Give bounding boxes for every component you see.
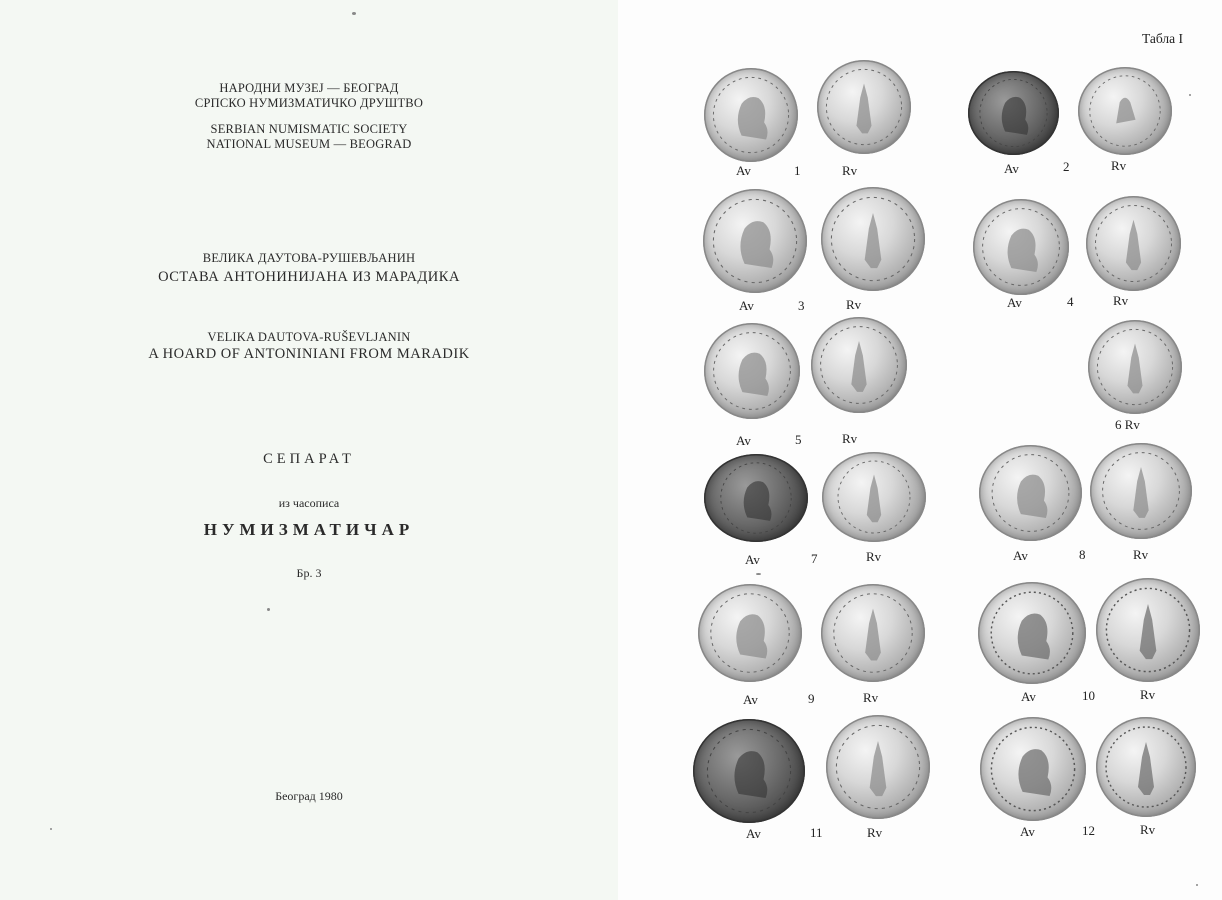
paper-speck (352, 12, 356, 15)
from-journal: из часописа (278, 496, 340, 510)
coin-obverse-image (973, 199, 1069, 295)
reverse-label: Rv (1140, 687, 1156, 702)
obverse-label: Av (1004, 161, 1019, 176)
obverse-label: Av (1007, 295, 1022, 310)
plate-title: Табла I (1142, 31, 1184, 46)
coin-number: 7 (811, 551, 818, 566)
reverse-label: Rv (1133, 547, 1149, 562)
title-en: A HOARD OF ANTONINIANI FROM MARADIK (148, 346, 470, 362)
coin-obverse-image (698, 584, 802, 682)
paper-speck (50, 828, 52, 830)
paper-speck (1189, 94, 1191, 96)
coin-reverse-image (821, 187, 925, 291)
coin-obverse-image (980, 717, 1086, 821)
author-en: VELIKA DAUTOVA-RUŠEVLJANIN (207, 330, 411, 344)
offprint-label: СЕПАРАТ (263, 451, 355, 467)
obverse-label: Av (745, 552, 760, 567)
obverse-label: Av (1020, 824, 1035, 839)
coin-number: 1 (794, 163, 801, 178)
coin-obverse-image (703, 189, 807, 293)
coin-number: 4 (1067, 294, 1074, 309)
coin-obverse-image (979, 445, 1082, 541)
coin-reverse-image (1090, 443, 1192, 539)
coin-obverse-image (693, 719, 805, 823)
coin-reverse-image (821, 584, 925, 682)
title-sr: ОСТАВА АНТОНИНИЈАНА ИЗ МАРАДИКА (158, 269, 460, 285)
coin-number: 11 (810, 825, 823, 840)
reverse-label: Rv (842, 163, 858, 178)
coin-number: 9 (808, 691, 815, 706)
coin-reverse-image (1096, 578, 1200, 682)
coin-number: 12 (1082, 823, 1095, 838)
reverse-label: Rv (1113, 293, 1129, 308)
coin-obverse-image (704, 68, 798, 162)
place-year: Београд 1980 (275, 789, 343, 803)
obverse-label: Av (1021, 689, 1036, 704)
coin-obverse-image (968, 71, 1059, 155)
obverse-label: Av (746, 826, 761, 841)
paper-speck (1196, 884, 1198, 886)
obverse-label: Av (739, 298, 754, 313)
reverse-label: Rv (867, 825, 883, 840)
obverse-label: Av (1013, 548, 1028, 563)
coin-reverse-image (826, 715, 930, 819)
institution-en-line-2: NATIONAL MUSEUM — BEOGRAD (206, 137, 412, 151)
paper-speck (756, 573, 761, 575)
coin-number: 3 (798, 298, 805, 313)
obverse-label: Av (736, 163, 751, 178)
coin-number: 6 Rv (1115, 417, 1140, 432)
reverse-label: Rv (842, 431, 858, 446)
coin-number: 2 (1063, 159, 1070, 174)
coin-reverse-image (1078, 67, 1172, 155)
reverse-label: Rv (1140, 822, 1156, 837)
coin-number: 8 (1079, 547, 1086, 562)
institution-sr-line-1: НАРОДНИ МУЗЕЈ — БЕОГРАД (219, 81, 399, 95)
coin-plate-page (618, 0, 1222, 900)
reverse-label: Rv (866, 549, 882, 564)
reverse-label: Rv (846, 297, 862, 312)
obverse-label: Av (743, 692, 758, 707)
coin-reverse-image (811, 317, 907, 413)
coin-number: 10 (1082, 688, 1095, 703)
coin-obverse-image (704, 323, 800, 419)
reverse-label: Rv (863, 690, 879, 705)
coin-reverse-image (822, 452, 926, 542)
coin-obverse-image (704, 454, 808, 542)
coin-number: 5 (795, 432, 802, 447)
institution-en-line-1: SERBIAN NUMISMATIC SOCIETY (210, 122, 408, 136)
institution-sr-line-2: СРПСКО НУМИЗМАТИЧКО ДРУШТВО (194, 96, 424, 110)
obverse-label: Av (736, 433, 751, 448)
coin-reverse-image (817, 60, 911, 154)
coin-reverse-image (1088, 320, 1182, 414)
reverse-label: Rv (1111, 158, 1127, 173)
coin-reverse-image (1096, 717, 1196, 817)
paper-speck (267, 608, 270, 611)
coin-obverse-image (978, 582, 1086, 684)
issue-number: Бр. 3 (296, 566, 322, 580)
journal-title: НУМИЗМАТИЧАР (203, 520, 415, 539)
author-sr: ВЕЛИКА ДАУТОВА-РУШЕВЉАНИН (202, 251, 416, 265)
coin-reverse-image (1086, 196, 1181, 291)
